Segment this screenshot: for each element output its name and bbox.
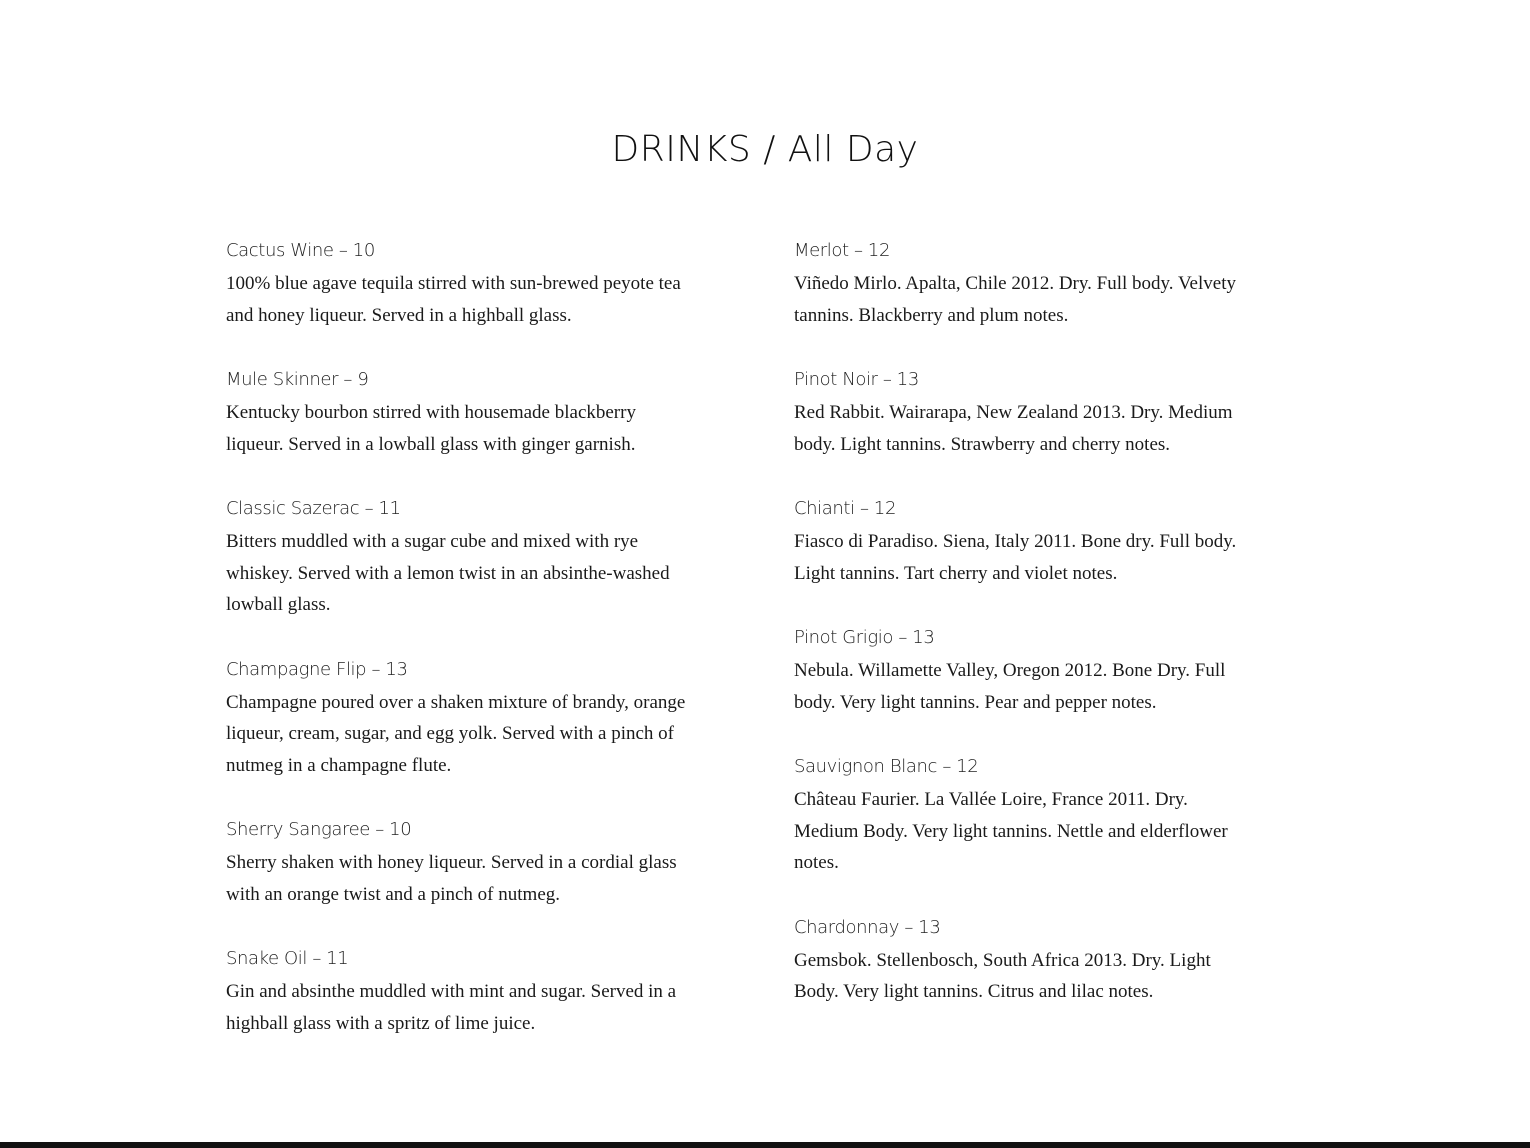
- menu-item-name: Pinot Grigio – 13: [794, 627, 935, 648]
- menu-item: [794, 915, 1254, 1008]
- menu-item-description: Nebula. Willamette Valley, Oregon 2012. Bone Dry. Full body. Very light tannins. Pear and pepper notes.: [794, 660, 1226, 713]
- menu-item-name: Chianti – 12: [794, 498, 897, 519]
- cocktails-column: [226, 238, 686, 1075]
- wines-column: [794, 238, 1254, 1044]
- menu-item: [226, 946, 686, 1039]
- menu-item-name: Chardonnay – 13: [794, 916, 941, 938]
- menu-item: [794, 625, 1254, 718]
- menu-item-name: Merlot – 12: [794, 240, 891, 261]
- menu-item-description: Fiasco di Paradiso. Siena, Italy 2011. Bone dry. Full body. Light tannins. Tart cherry and violet notes.: [794, 531, 1237, 584]
- menu-item-description: Bitters muddled with a sugar cube and mixed with rye whiskey. Served with a lemon twist in an absinthe-washed lowball glass.: [226, 531, 670, 615]
- menu-item: [226, 817, 686, 910]
- menu-item: [794, 367, 1254, 460]
- menu-item-name: Snake Oil – 11: [226, 948, 349, 969]
- menu-item-description: Sherry shaken with honey liqueur. Served in a cordial glass with an orange twist and a pinch of nutmeg.: [226, 852, 677, 905]
- menu-item: [794, 238, 1254, 331]
- menu-item-description: Château Faurier. La Vallée Loire, France 2011. Dry. Medium Body. Very light tannins. Nettle and elderflower notes.: [794, 789, 1228, 873]
- menu-item-name: Classic Sazerac – 11: [226, 498, 401, 519]
- menu-item-description: Kentucky bourbon stirred with housemade blackberry liqueur. Served in a lowball glass with ginger garnish.: [226, 402, 636, 455]
- menu-item-description: Gin and absinthe muddled with mint and sugar. Served in a highball glass with a spritz of lime juice.: [226, 981, 677, 1034]
- menu-item-name: Pinot Noir – 13: [794, 369, 919, 390]
- menu-item-description: Gemsbok. Stellenbosch, South Africa 2013. Dry. Light Body. Very light tannins. Citrus and lilac notes.: [794, 949, 1211, 1002]
- menu-item: [226, 496, 686, 621]
- menu-item-name: Sauvignon Blanc – 12: [794, 756, 979, 777]
- menu-item: [794, 496, 1254, 589]
- menu-item: [226, 367, 686, 460]
- menu-item-description: Champagne poured over a shaken mixture of brandy, orange liqueur, cream, sugar, and egg yolk. Served with a pinch of nutmeg in a champagne flute.: [226, 691, 686, 776]
- menu-item: [226, 238, 686, 331]
- menu-item-description: Red Rabbit. Wairarapa, New Zealand 2013. Dry. Medium body. Light tannins. Strawberry and cherry notes.: [794, 402, 1233, 455]
- menu-item-description: Viñedo Mirlo. Apalta, Chile 2012. Dry. Full body. Velvety tannins. Blackberry and plum notes.: [794, 273, 1236, 326]
- menu-item-name: Mule Skinner – 9: [226, 369, 369, 390]
- page-title: DRINKS / All Day: [611, 129, 919, 170]
- menu-item-name: Champagne Flip – 13: [226, 658, 408, 680]
- menu-item-name: Sherry Sangaree – 10: [226, 819, 412, 840]
- menu-item-description: 100% blue agave tequila stirred with sun-brewed peyote tea and honey liqueur. Served in a highball glass.: [226, 273, 681, 326]
- menu-item: [794, 754, 1254, 879]
- footer-bar: [0, 1142, 1530, 1148]
- menu-item-name: Cactus Wine – 10: [226, 240, 375, 261]
- menu-item: [226, 657, 686, 782]
